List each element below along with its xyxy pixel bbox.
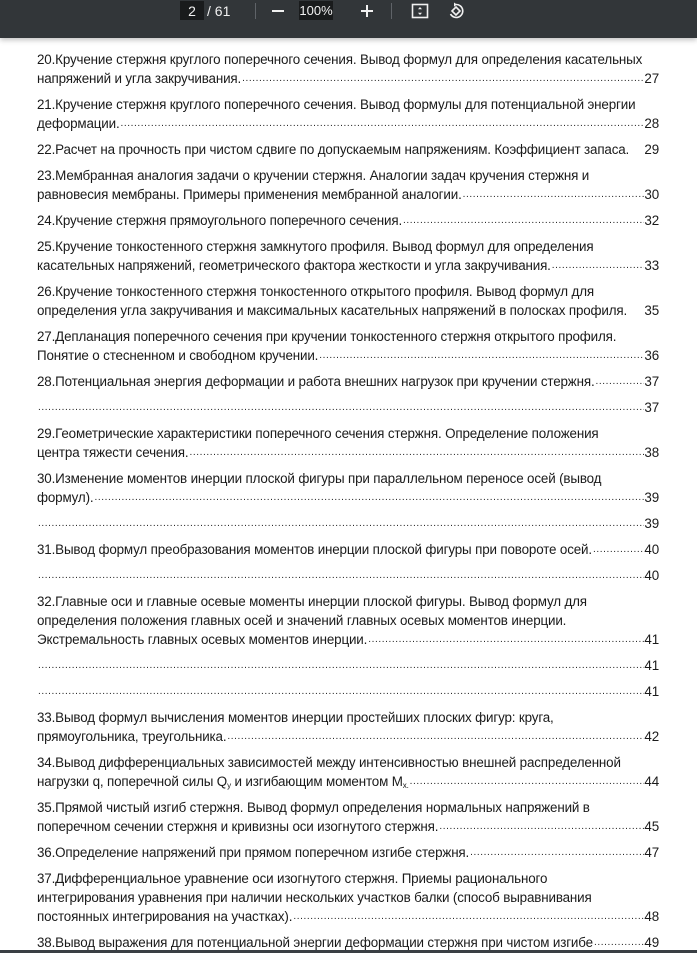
toc-entry-text: деформации. (37, 116, 120, 131)
toc-leader-dots (367, 630, 644, 649)
toc-entry-text: касательных напряжений, геометрического фактора жесткости и угла закручивания. (37, 258, 551, 273)
toc-entry-line (37, 372, 659, 391)
toc-entry-line (37, 50, 659, 69)
toc-entry-text: Экстремальность главных осевых моментов инерции. (37, 632, 368, 647)
toc-entry[interactable] (37, 327, 659, 365)
toc-page-number[interactable]: 49 (644, 935, 659, 950)
fit-to-page-button[interactable] (408, 0, 432, 22)
toc-entry[interactable] (37, 753, 659, 791)
toc-leader-dots (37, 566, 644, 585)
toc-entry[interactable] (37, 211, 659, 230)
toc-entry-line (37, 327, 659, 346)
toc-leader-dots (37, 656, 644, 675)
toc-page-number[interactable]: 37 (644, 374, 659, 389)
toc-leader-dots (438, 817, 644, 836)
toc-entry-text: 24.Кручение стержня прямоугольного поперечного сечения. (37, 213, 403, 228)
total-pages-label: / 61 (207, 2, 231, 19)
toc-entry-line (37, 424, 659, 443)
toc-page-number[interactable]: 35 (644, 303, 659, 318)
toc-leader-dots (462, 185, 645, 204)
zoom-out-button[interactable] (266, 0, 290, 22)
page-number-input[interactable]: 2 (180, 1, 204, 20)
toc-entry-text: 35.Прямой чистый изгиб стержня. Вывод формул определения нормальных напряжений в (37, 800, 590, 815)
toc-entry-text: напряжений и угла закручивания. (37, 71, 242, 86)
toc-entry-line (37, 185, 659, 204)
toc-entry[interactable] (37, 237, 659, 275)
toc-page-number[interactable]: 44 (644, 774, 659, 789)
toc-entry-line (37, 237, 659, 256)
toc-entry-text: формул). (37, 490, 94, 505)
toc-entry-line (37, 592, 659, 611)
toc-entry[interactable] (37, 656, 659, 675)
toc-entry-line (37, 488, 659, 507)
toc-entry-line (37, 443, 659, 462)
toc-entry-line (37, 772, 659, 791)
toc-page-number[interactable]: 33 (644, 258, 659, 273)
toc-leader-dots (318, 346, 644, 365)
toc-entry-line (37, 798, 659, 817)
toc-entry[interactable] (37, 540, 659, 559)
toc-page-number[interactable]: 41 (644, 658, 659, 673)
toc-entry-line (37, 753, 659, 772)
toc-page-number[interactable]: 47 (644, 845, 659, 860)
toc-leader-dots (120, 114, 645, 133)
toc-entry-line (37, 114, 659, 133)
toc-leader-dots (241, 69, 644, 88)
toc-leader-dots (37, 514, 644, 533)
toc-entry-text: 38.Вывод выражения для потенциальной энергии деформации стержня при чистом изгибе (37, 935, 593, 950)
toc-leader-dots (409, 772, 645, 791)
toc-entry-text: 25.Кручение тонкостенного стержня замкнутого профиля. Вывод формул для определения (37, 239, 594, 254)
toc-leader-dots (592, 540, 644, 559)
toc-entry[interactable] (37, 398, 659, 417)
toc-entry-line (37, 211, 659, 230)
toc-leader-dots (469, 843, 644, 862)
toc-entry-text: центра тяжести сечения. (37, 445, 189, 460)
toc-page-number[interactable]: 41 (644, 684, 659, 699)
plus-icon (360, 4, 374, 18)
toc-leader-dots (627, 301, 644, 320)
toc-entry[interactable] (37, 798, 659, 836)
toc-entry-text: нагрузки q, поперечной силы $Q_y$ и изгибающим моментом $M_{x.}$ (37, 774, 409, 790)
toc-entry-text: 27.Депланация поперечного сечения при кручении тонкостенного стержня открытого профиля. (37, 329, 617, 344)
toc-page-number[interactable]: 42 (644, 729, 659, 744)
toc-entry-line (37, 888, 659, 907)
toc-entry[interactable] (37, 592, 659, 649)
toc-entry-line (37, 514, 659, 533)
pdf-page (0, 38, 697, 953)
toc-entry-text: 34.Вывод дифференциальных зависимостей между интенсивностью внешней распределенной (37, 755, 621, 770)
toc-entry-line (37, 398, 659, 417)
toc-entry-line (37, 682, 659, 701)
toc-leader-dots (226, 727, 644, 746)
toc-page-number[interactable]: 40 (644, 542, 659, 557)
zoom-in-button[interactable] (355, 0, 379, 22)
toc-entry-line (37, 611, 659, 630)
toc-page-number[interactable]: 32 (644, 213, 659, 228)
toolbar-divider (255, 3, 256, 19)
toc-entry[interactable] (37, 282, 659, 320)
toc-entry-line (37, 566, 659, 585)
toc-entry-line (37, 256, 659, 275)
toc-entry-text: 33.Вывод формул вычисления моментов инерции простейших плоских фигур: круга, (37, 710, 554, 725)
toc-entry-text: 32.Главные оси и главные осевые моменты инерции плоской фигуры. Вывод формул для (37, 594, 587, 609)
toc-entry-text: интегрирования уравнения при наличии нескольких участков балки (способ выравнивания (37, 890, 592, 905)
toc-entry[interactable] (37, 682, 659, 701)
toc-entry[interactable] (37, 708, 659, 746)
toc-entry-line (37, 95, 659, 114)
toc-entry[interactable] (37, 843, 659, 862)
toc-entry-line (37, 140, 659, 159)
toc-page-number[interactable]: 30 (644, 187, 659, 202)
toc-page-number[interactable]: 45 (644, 819, 659, 834)
toc-entry-line (37, 869, 659, 888)
toc-entry-line (37, 727, 659, 746)
toc-entry[interactable] (37, 372, 659, 391)
toc-page-number[interactable]: 40 (644, 568, 659, 583)
toc-entry-line (37, 540, 659, 559)
toc-page-number[interactable]: 48 (644, 909, 659, 924)
toc-entry-text: поперечном сечении стержня и кривизны оси изогнутого стержня. (37, 819, 439, 834)
toc-entry-line (37, 656, 659, 675)
toc-leader-dots (595, 372, 645, 391)
toc-entry-text: 22.Расчет на прочность при чистом сдвиге по допускаемым напряжениям. Коэффициент запаса. (37, 142, 630, 157)
toc-entry-line (37, 166, 659, 185)
zoom-level-input[interactable]: 100% (299, 3, 333, 18)
toc-page-number[interactable]: 37 (644, 400, 659, 415)
toc-entry-text: Понятие о стесненном и свободном кручении. (37, 348, 319, 363)
toc-leader-dots (188, 443, 644, 462)
toc-entry-line (37, 630, 659, 649)
toc-entry-line (37, 907, 659, 926)
toc-page-number[interactable]: 27 (644, 71, 659, 86)
toc-entry[interactable] (37, 424, 659, 462)
toc-entry-text: прямоугольника, треугольника. (37, 729, 227, 744)
toc-page-number[interactable]: 28 (644, 116, 659, 131)
toc-entry-line (37, 346, 659, 365)
toc-entry-text: 21.Кручение стержня круглого поперечного сечения. Вывод формулы для потенциальной энергии (37, 97, 636, 112)
toc-page-number[interactable]: 39 (644, 516, 659, 531)
toc-entry[interactable] (37, 869, 659, 926)
toc-entry-text: 37.Дифференциальное уравнение оси изогнутого стержня. Приемы рационального (37, 871, 548, 886)
toc-entry-text: 23.Мембранная аналогия задачи о кручении стержня. Аналогии задач кручения стержня и (37, 168, 590, 183)
toc-page-number[interactable]: 39 (644, 490, 659, 505)
toc-entry-line (37, 301, 659, 320)
toolbar-divider (391, 3, 392, 19)
toc-entry[interactable] (37, 140, 659, 159)
toc-leader-dots (551, 256, 645, 275)
toc-page-number[interactable]: 38 (644, 445, 659, 460)
toc-leader-dots (93, 488, 644, 507)
rotate-counterclockwise-icon (447, 2, 465, 20)
toc-entry[interactable] (37, 566, 659, 585)
toc-entry-text: 30.Изменение моментов инерции плоской фигуры при параллельном переносе осей (вывод (37, 471, 602, 486)
toc-entry-text: 28.Потенциальная энергия деформации и работа внешних нагрузок при кручении стержня. (37, 374, 595, 389)
pdf-toolbar (0, 0, 697, 38)
toc-entry[interactable] (37, 514, 659, 533)
toc-entry[interactable] (37, 166, 659, 204)
toc-entry-line (37, 282, 659, 301)
toc-page-number[interactable]: 41 (644, 632, 659, 647)
toc-entry-text: 26.Кручение тонкостенного стержня тонкостенного открытого профиля. Вывод формул для (37, 284, 594, 299)
toc-entry-line (37, 69, 659, 88)
table-of-contents (37, 50, 659, 959)
toc-page-number[interactable]: 36 (644, 348, 659, 363)
toc-entry-text: 29.Геометрические характеристики поперечного сечения стержня. Определение положения (37, 426, 599, 441)
minus-icon (271, 4, 285, 18)
rotate-button[interactable] (444, 0, 468, 22)
toc-entry-text: постоянных интегрирования на участках). (37, 909, 293, 924)
toc-entry-line (37, 817, 659, 836)
toc-leader-dots (292, 907, 644, 926)
fit-to-page-icon (411, 3, 429, 19)
toc-entry-text: 20.Кручение стержня круглого поперечного сечения. Вывод формул для определения касательных (37, 52, 643, 67)
toc-page-number[interactable]: 29 (644, 142, 659, 157)
toc-entry-text: 31.Вывод формул преобразования моментов инерции плоской фигуры при повороте осей. (37, 542, 592, 557)
toc-entry-text: 36.Определение напряжений при прямом поперечном изгибе стержня. (37, 845, 470, 860)
toc-entry-text: равновесия мембраны. Примеры применения мембранной аналогии. (37, 187, 462, 202)
toc-leader-dots (629, 140, 644, 159)
toc-entry-text: определения положения главных осей и значений главных осевых моментов инерции. (37, 613, 567, 628)
toc-leader-dots (37, 682, 644, 701)
toc-entry-text: определения угла закручивания и максимальных касательных напряжений в полосках профиля. (37, 303, 628, 318)
toc-leader-dots (37, 398, 644, 417)
toc-entry-line (37, 708, 659, 727)
toc-leader-dots (402, 211, 644, 230)
toc-entry[interactable] (37, 95, 659, 133)
toc-entry[interactable] (37, 50, 659, 88)
toc-entry[interactable] (37, 469, 659, 507)
toc-entry-line (37, 469, 659, 488)
toc-entry-line (37, 843, 659, 862)
